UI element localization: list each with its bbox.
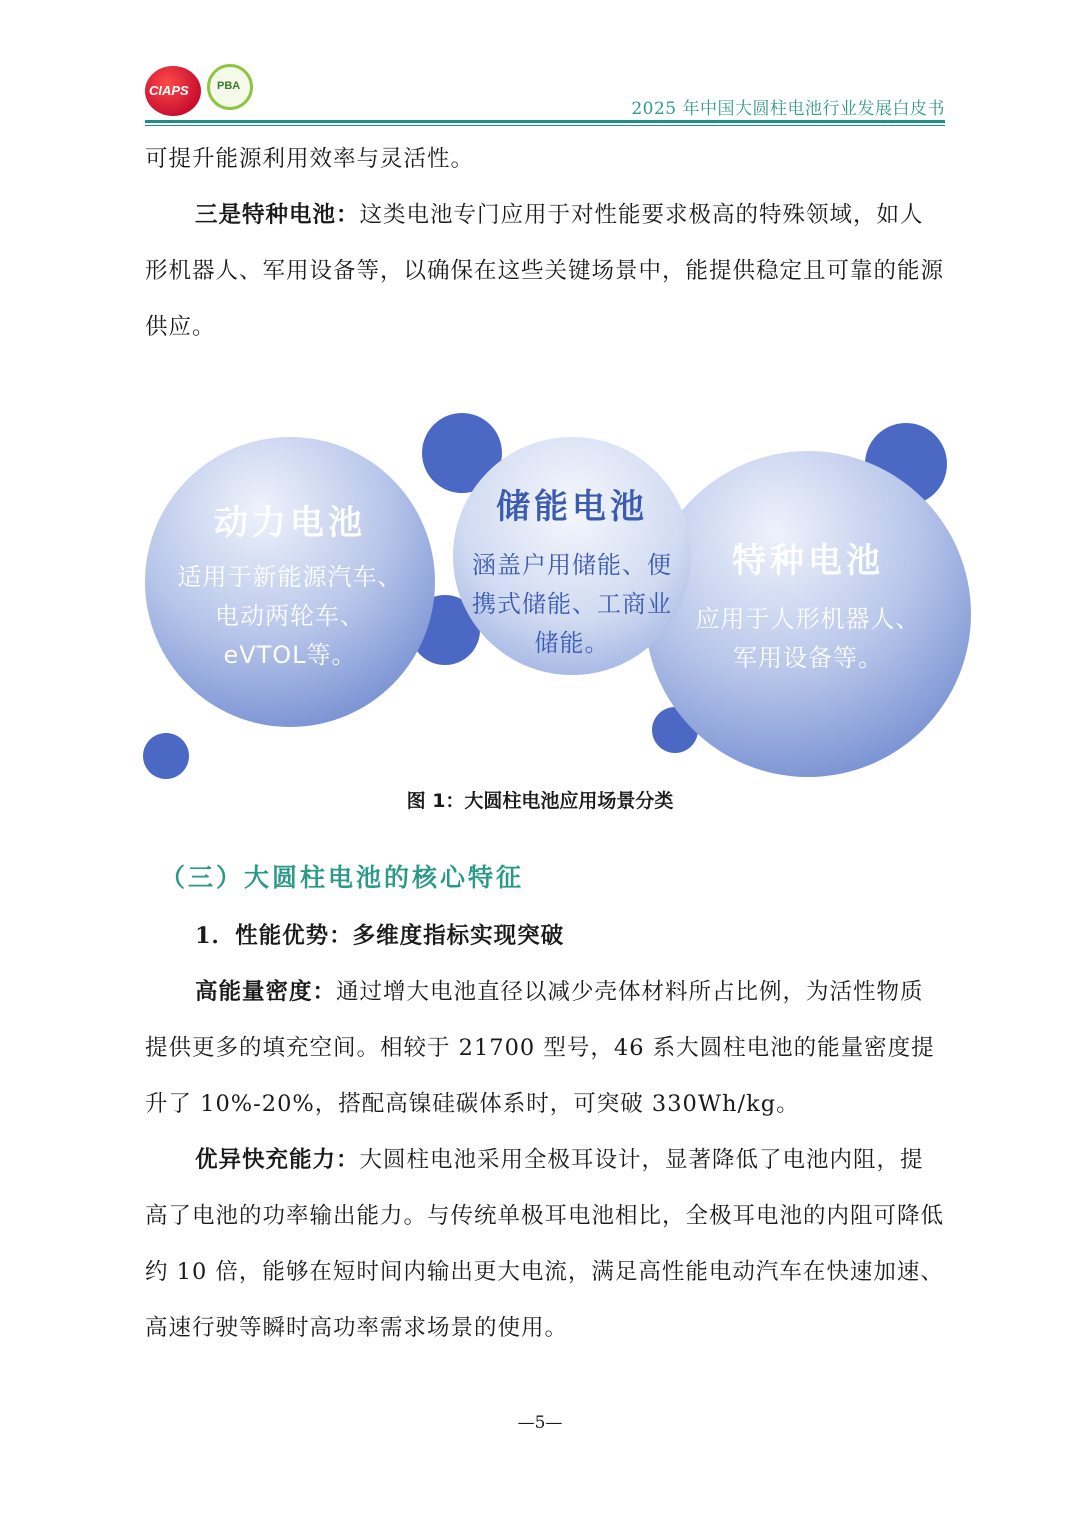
special-battery-desc xyxy=(645,600,971,678)
power-battery-title: 动力电池 xyxy=(214,503,366,543)
storage-battery-title: 储能电池 xyxy=(496,487,648,527)
decor-dot-bottom-left xyxy=(143,733,189,779)
power-battery-line: 适用于新能源汽车、 xyxy=(177,563,403,591)
application-figure xyxy=(140,405,980,785)
header-divider-thin xyxy=(145,125,945,126)
special-battery-paragraph xyxy=(145,187,945,355)
storage-battery-line: 涵盖户用储能、便 xyxy=(472,551,672,579)
power-battery-line: eVTOL等。 xyxy=(223,641,357,669)
storage-battery-desc xyxy=(453,546,691,663)
page-header xyxy=(145,60,945,124)
power-battery-desc xyxy=(145,558,435,675)
storage-battery-circle xyxy=(453,437,691,675)
energy-density-text: 通过增大电池直径以减少壳体材料所占比例，为活性物质提供更多的填充空间。相较于 21700 型号，46 系大圆柱电池的能量密度提升了 10%-20%，搭配高镍硅碳体系时，可突破 330Wh/kg。 xyxy=(145,979,935,1117)
energy-density-label: 高能量密度： xyxy=(195,979,337,1005)
special-battery-line: 应用于人形机器人、 xyxy=(695,605,921,633)
pba-logo xyxy=(207,64,253,110)
storage-battery-line: 携式储能、工商业 xyxy=(472,590,672,618)
special-battery-circle xyxy=(645,451,971,777)
section-heading: （三）大圆柱电池的核心特征 xyxy=(160,863,525,892)
special-battery-label: 三是特种电池： xyxy=(195,202,360,228)
power-battery-circle xyxy=(145,437,435,727)
section-body xyxy=(145,908,945,1356)
ciaps-logo xyxy=(145,66,201,116)
storage-battery-line: 储能。 xyxy=(534,629,610,657)
fast-charge-label: 优异快充能力： xyxy=(195,1147,360,1173)
fast-charge-text: 大圆柱电池采用全极耳设计，显著降低了电池内阻，提高了电池的功率输出能力。与传统单极耳电池相比，全极耳电池的内阻可降低约 10 倍，能够在短时间内输出更大电流，满足高性能电动汽车在快速加速、高速行驶等瞬时高功率需求场景的使用。 xyxy=(145,1147,945,1341)
header-divider xyxy=(145,120,945,123)
energy-density-paragraph xyxy=(145,964,945,1132)
figure-caption: 图 1：大圆柱电池应用场景分类 xyxy=(406,790,674,812)
special-battery-title: 特种电池 xyxy=(732,541,884,581)
special-battery-text: 这类电池专门应用于对性能要求极高的特殊领域，如人形机器人、军用设备等，以确保在这些关键场景中，能提供稳定且可靠的能源供应。 xyxy=(145,202,945,340)
intro-block xyxy=(145,131,945,355)
document-title: 2025 年中国大圆柱电池行业发展白皮书 xyxy=(631,99,945,119)
subheading: 1．性能优势：多维度指标实现突破 xyxy=(195,923,565,949)
ciaps-logo-text: CIAPS xyxy=(149,83,189,98)
special-battery-line: 军用设备等。 xyxy=(733,644,883,672)
fast-charge-paragraph xyxy=(145,1132,945,1356)
page-number: —5— xyxy=(517,1413,563,1433)
pba-logo-text: PBA xyxy=(217,80,241,92)
power-battery-line: 电动两轮车、 xyxy=(215,602,365,630)
intro-line: 可提升能源利用效率与灵活性。 xyxy=(145,146,475,172)
